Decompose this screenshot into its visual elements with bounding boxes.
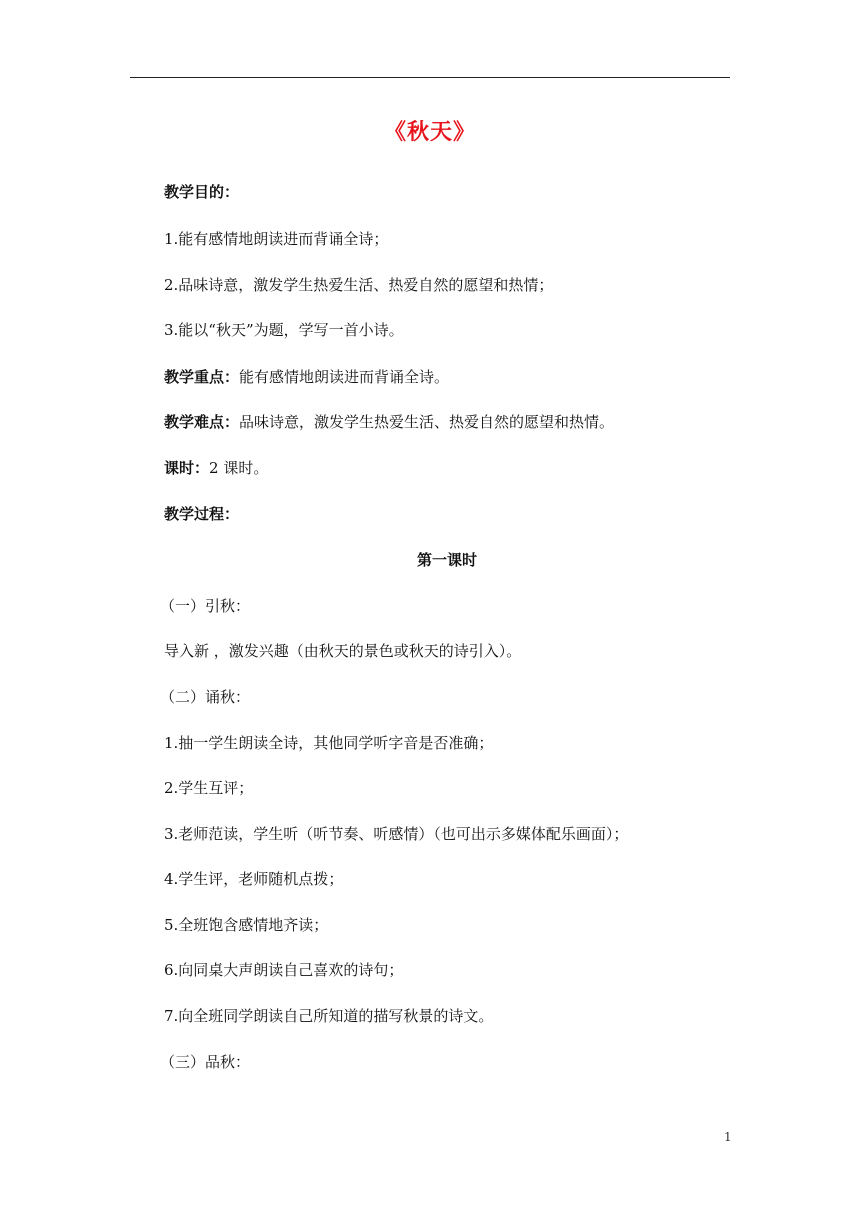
class-hours	[164, 458, 268, 478]
document-title: 《秋天》	[383, 120, 476, 145]
objective-item-3: 3.能以“秋天”为题，学写一首小诗。	[164, 321, 404, 339]
page-number: 1	[724, 1130, 732, 1144]
difficulty	[164, 412, 614, 432]
objective-item-2: 2.品味诗意，激发学生热爱生活、热爱自然的愿望和热情；	[164, 276, 554, 294]
key-point-text: 能有感情地朗读进而背诵全诗。	[239, 368, 450, 386]
difficulty-label: 教学难点：	[164, 413, 240, 431]
section1-title: （一）引秋：	[160, 597, 251, 615]
class-hours-label: 课时：	[164, 459, 210, 477]
key-point	[164, 367, 449, 387]
difficulty-text: 品味诗意，激发学生热爱生活、热爱自然的愿望和热情。	[239, 413, 615, 431]
section2-item-3: 3.老师范读，学生听（听节奏、听感情）（也可出示多媒体配乐画面）；	[164, 825, 629, 843]
section2-item-7: 7.向全班同学朗读自己所知道的描写秋景的诗文。	[164, 1007, 494, 1025]
section2-item-5: 5.全班饱含感情地齐读；	[164, 916, 329, 934]
section2-item-2: 2.学生互评；	[164, 779, 254, 797]
section2-item-6: 6.向同桌大声朗读自己喜欢的诗句；	[164, 961, 404, 979]
section2-item-4: 4.学生评，老师随机点拨；	[164, 870, 344, 888]
objective-item-1: 1.能有感情地朗读进而背诵全诗；	[164, 230, 389, 248]
header-rule	[130, 77, 730, 78]
class-hours-text: 2 课时。	[209, 459, 269, 477]
lesson-title: 第一课时	[416, 551, 477, 569]
section2-item-1: 1.抽一学生朗读全诗，其他同学听字音是否准确；	[164, 734, 494, 752]
section1-text: 导入新 ，激发兴趣（由秋天的景色或秋天的诗引入）。	[164, 642, 522, 660]
process-heading: 教学过程：	[164, 505, 240, 523]
section2-title: （二）诵秋：	[160, 688, 251, 706]
key-point-label: 教学重点：	[164, 368, 240, 386]
objectives-heading: 教学目的：	[164, 183, 240, 201]
section3-title: （三）品秋：	[160, 1053, 251, 1071]
